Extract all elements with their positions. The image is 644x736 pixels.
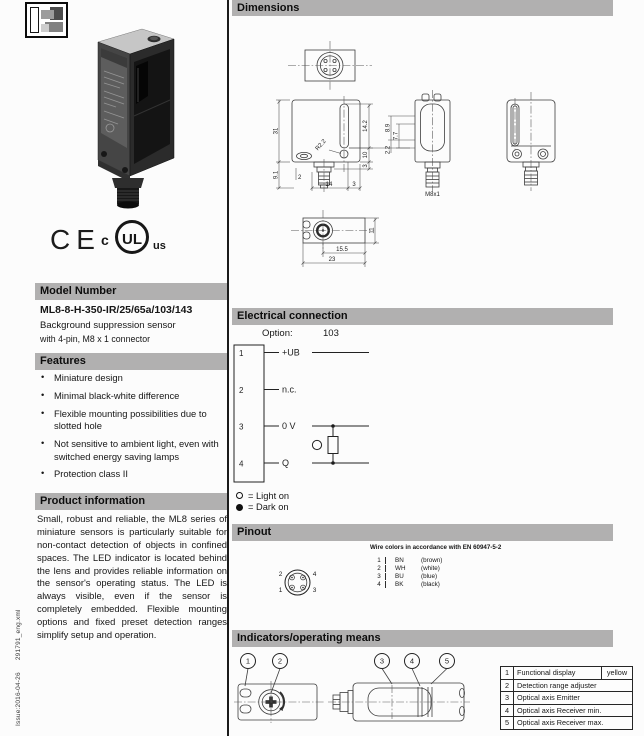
section-header-features: Features (35, 353, 227, 370)
features-list (38, 372, 224, 486)
dim-label-142: 14.2 (363, 120, 369, 132)
section-header-electrical-connection: Electrical connection (232, 308, 613, 325)
legend-light-on (236, 490, 289, 502)
table-row (500, 705, 633, 718)
dim-label-31: 31 (273, 127, 280, 135)
connector-pin-label: 1 (278, 587, 283, 594)
photo-screw (122, 167, 128, 173)
product-information-text: Small, robust and reliable, the ML8 series of miniature sensors is particularly suitable for non-contact detection of objects in confined spaces. The LED indicator is located behind the lens and provides reliable information on the sensor's operating status. The LED is always visible, even if the sensor is completely embedded. Flexible mounting options and fixed preset detection ranges simplify setup and operation. (37, 513, 227, 640)
pin-label-ub: +UB (282, 347, 300, 358)
connector-pin-label: 4 (312, 571, 317, 578)
wire-color: (blue) (421, 572, 438, 580)
pin-label-q: Q (282, 458, 290, 468)
dim-label-r: R2.2 (314, 138, 328, 153)
product-photo (66, 24, 186, 210)
wire-pin: 3 (377, 572, 381, 580)
wire-row (373, 580, 442, 588)
wire-code: BU (385, 573, 421, 580)
section-header-dimensions: Dimensions (232, 0, 613, 16)
wiring-diagram (232, 341, 432, 489)
dim-label-2: 2 (298, 175, 302, 181)
connector-pin-label: 2 (278, 571, 283, 578)
row-description: Optical axis Emitter (517, 693, 580, 703)
callout-number: 4 (409, 656, 415, 666)
switching-legend (236, 490, 289, 513)
model-number-value: ML8-8-H-350-IR/25/65a/103/143 (40, 304, 193, 316)
dim-side-view (386, 90, 451, 198)
dim-label-91: 9.1 (273, 170, 280, 180)
brand-logo (25, 2, 68, 38)
ul-us-label: us (153, 240, 166, 252)
row-number: 4 (501, 705, 514, 717)
dim-label-22: 2.2 (385, 145, 392, 155)
wire-row (373, 564, 442, 572)
pin-number: 2 (239, 386, 244, 395)
row-description: Optical axis Receiver max. (517, 718, 604, 728)
legend-text: = Light on (248, 490, 290, 501)
row-description: Detection range adjuster (517, 680, 597, 690)
dim-label-10: 10 (363, 151, 369, 159)
wire-pin: 1 (377, 556, 381, 564)
dim-label-14: 14 (325, 182, 333, 188)
legend-text: = Dark on (248, 502, 289, 513)
dim-label-155: 15.5 (336, 247, 348, 253)
model-description-1: Background suppression sensor (40, 320, 176, 331)
row-number: 5 (501, 717, 514, 729)
wire-colors-note: Wire colors in accordance with EN 60947-5-2 (370, 544, 502, 551)
indicator-top-view (328, 683, 470, 721)
load-resistor (328, 437, 338, 454)
dimensions-drawing (232, 20, 620, 306)
wire-pin: 4 (377, 580, 381, 588)
wire-color-table (373, 556, 442, 588)
photo-connector-tip (117, 202, 139, 209)
table-row (500, 680, 633, 693)
section-header-indicators: Indicators/operating means (232, 630, 613, 647)
model-description-2: with 4-pin, M8 x 1 connector (40, 334, 151, 344)
ul-circle: UL (115, 220, 149, 254)
dim-front-view (274, 96, 411, 192)
option-value: 103 (323, 328, 339, 339)
wire-color: (black) (421, 580, 440, 588)
connector-face-diagram (276, 561, 320, 603)
logo-shape (41, 24, 49, 32)
photo-connector-neck (112, 178, 144, 188)
callout-number: 1 (245, 656, 251, 666)
section-header-pinout: Pinout (232, 524, 613, 541)
dim-label-3b: 3 (352, 182, 356, 188)
section-header-product-information: Product information (35, 493, 227, 510)
wire-code: WH (385, 565, 421, 572)
section-header-model-number: Model Number (35, 283, 227, 300)
logo-shape (30, 7, 39, 33)
wire-color: (white) (421, 564, 440, 572)
row-number: 3 (501, 692, 514, 704)
row-number: 2 (501, 680, 514, 692)
pin-label-nc: n.c. (282, 384, 297, 395)
pin-label-0v: 0 V (282, 421, 296, 431)
dim-label-thread: M8x1 (425, 192, 440, 198)
indicator-front-view (234, 681, 324, 723)
ce-mark: CE (50, 224, 101, 255)
feature-item: • Minimal black-white difference (38, 390, 224, 402)
ul-mark (98, 218, 168, 266)
feature-item: • Miniature design (38, 372, 224, 384)
indicators-drawing (234, 650, 484, 734)
table-row (500, 717, 633, 730)
connector-pin-label: 3 (312, 587, 317, 594)
callout-number: 2 (277, 656, 283, 666)
photo-top-hole-inner (150, 37, 158, 41)
photo-screw (101, 151, 107, 157)
option-label: Option: (262, 328, 293, 339)
dim-label-77: 7.7 (393, 131, 400, 141)
pin-number: 1 (239, 349, 244, 358)
dim-bottom-view (291, 210, 379, 267)
dim-back-view (507, 92, 555, 191)
logo-shape (41, 10, 54, 19)
row-number: 1 (501, 667, 514, 679)
wire-pin: 2 (377, 564, 381, 572)
callout-number: 3 (379, 656, 385, 666)
wire-code: BN (385, 557, 421, 564)
ul-c-label: c (101, 232, 109, 248)
feature-item: • Flexible mounting possibilities due to slotted hole (38, 408, 224, 433)
circle-filled-icon (236, 504, 243, 511)
wire-row (373, 572, 442, 580)
callout-number: 5 (444, 656, 450, 666)
row-description: Optical axis Receiver min. (517, 705, 602, 715)
dim-label-11: 11 (369, 227, 376, 234)
dim-top-view (288, 41, 372, 90)
feature-item: • Protection class II (38, 468, 224, 480)
dim-label-23: 23 (328, 257, 336, 263)
pin-number: 3 (239, 422, 244, 432)
row-value: yellow (601, 667, 632, 679)
table-row (500, 692, 633, 705)
light-on-symbol (312, 440, 321, 449)
pin-number: 4 (239, 459, 244, 469)
wire-row (373, 556, 442, 564)
wire-code: BK (385, 581, 421, 588)
circle-open-icon (236, 492, 243, 499)
issue-side-note: Issue:2016-04-26 291791_eng.xml (15, 609, 22, 726)
dim-label-3r: 3 (363, 164, 369, 168)
row-description: Functional display (517, 668, 576, 678)
feature-item: • Not sensitive to ambient light, even with switched energy saving lamps (38, 438, 224, 463)
table-row (500, 666, 633, 680)
indicators-table (500, 666, 633, 730)
dim-label-89: 8.9 (385, 123, 392, 133)
legend-dark-on (236, 502, 289, 514)
wire-color: (brown) (421, 556, 443, 564)
column-divider (227, 0, 229, 736)
